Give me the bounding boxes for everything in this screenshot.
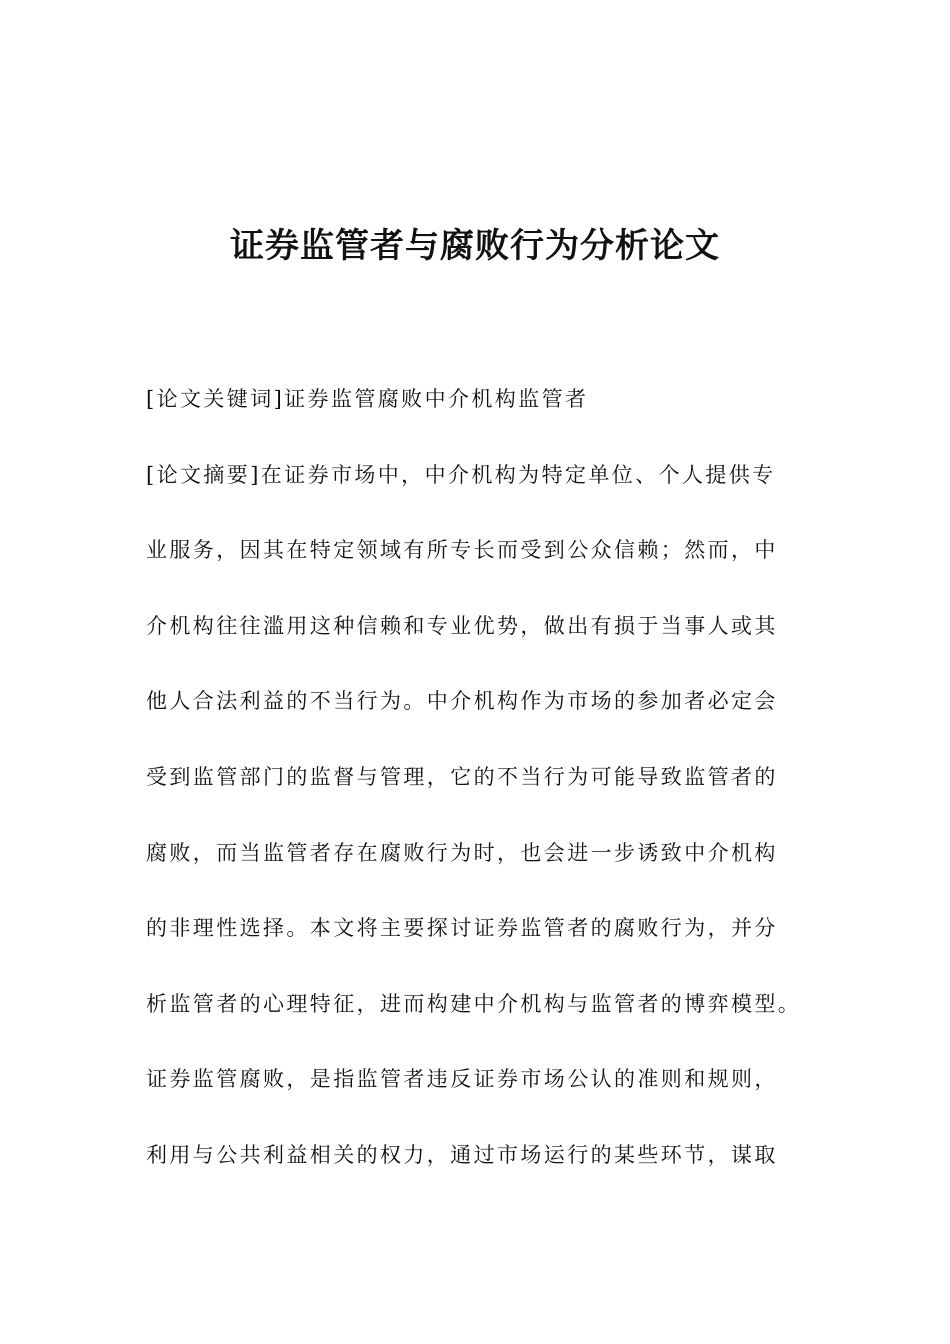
abstract-line: 腐败，而当监管者存在腐败行为时，也会进一步诱致中介机构 (146, 840, 778, 865)
abstract-line: 介机构往往滥用这种信赖和专业优势，做出有损于当事人或其 (146, 613, 778, 638)
body-line: 证券监管腐败，是指监管者违反证券市场公认的准则和规则， (146, 1067, 778, 1092)
abstract-line: 他人合法利益的不当行为。中介机构作为市场的参加者必定会 (146, 689, 778, 714)
abstract-line: 的非理性选择。本文将主要探讨证券监管者的腐败行为，并分 (146, 916, 778, 941)
document-title: 证券监管者与腐败行为分析论文 (230, 226, 720, 266)
abstract-line: 受到监管部门的监督与管理，它的不当行为可能导致监管者的 (146, 764, 778, 789)
document-body (146, 378, 810, 1210)
keywords-line: [论文关键词]证券监管腐败中介机构监管者 (146, 387, 589, 411)
abstract-line: 业服务，因其在特定领域有所专长而受到公众信赖；然而，中 (146, 538, 778, 563)
abstract-line: [论文摘要]在证券市场中，中介机构为特定单位、个人提供专 (146, 462, 776, 487)
body-line: 利用与公共利益相关的权力，通过市场运行的某些环节，谋取 (146, 1142, 778, 1167)
abstract-line: 析监管者的心理特征，进而构建中介机构与监管者的博弈模型。 (146, 991, 802, 1016)
